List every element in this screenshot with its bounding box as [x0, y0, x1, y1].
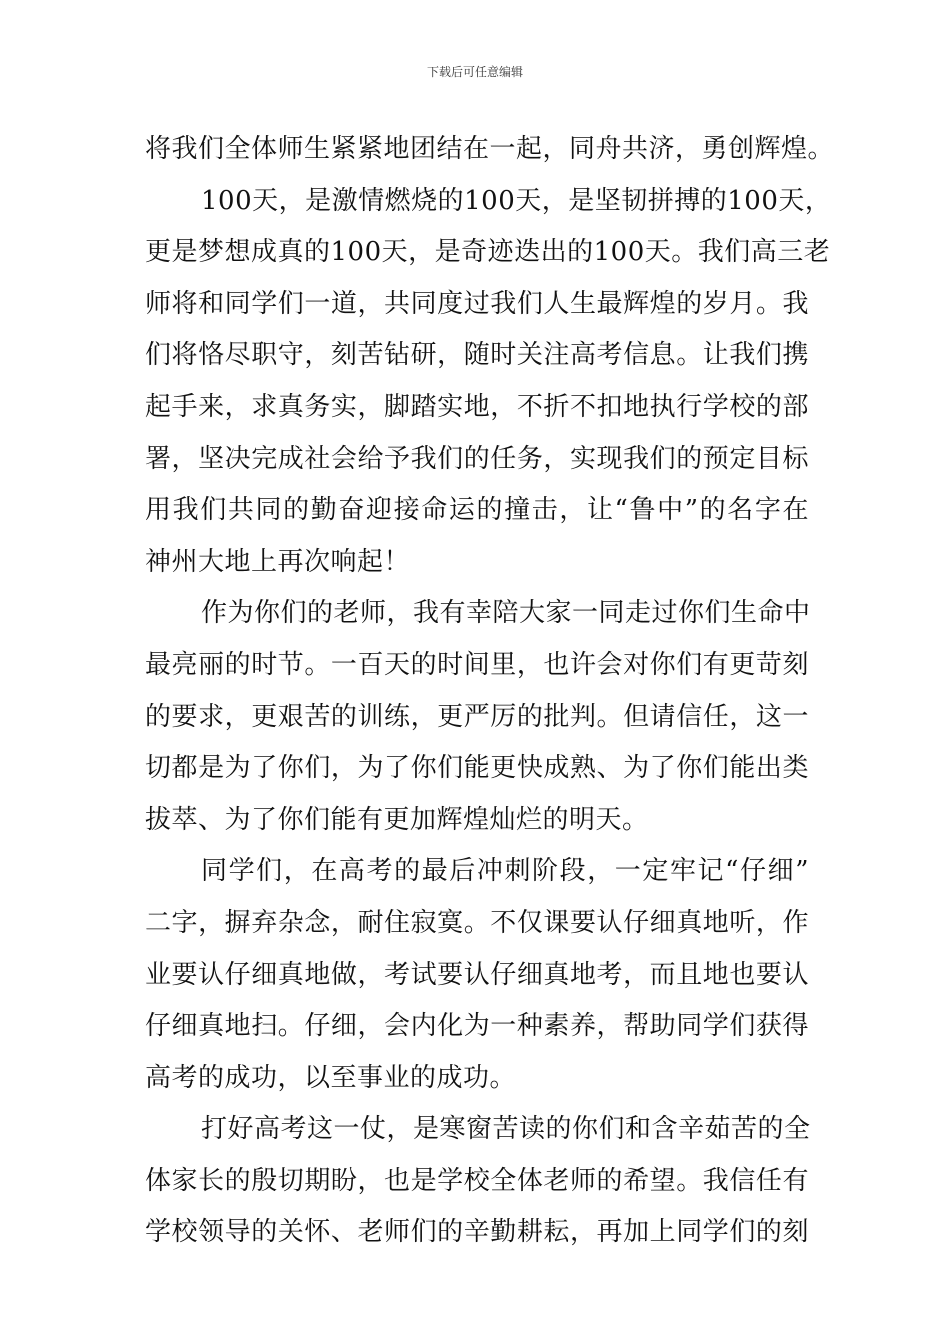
text-line: 体家长的殷切期盼，也是学校全体老师的希望。我信任有: [145, 1165, 809, 1196]
text-line: 起手来，求真务实，脚踏实地，不折不扣地执行学校的部: [145, 391, 809, 422]
text-line: 更是梦想成真的100天，是奇迹迭出的100天。我们高三老: [145, 237, 831, 268]
text-line: 用我们共同的勤奋迎接命运的撞击，让“鲁中”的名字在: [145, 495, 809, 526]
paragraph-start-line: 同学们，在高考的最后冲刺阶段，一定牢记“仔细”: [201, 856, 809, 887]
text-line: 高考的成功，以至事业的成功。: [145, 1062, 517, 1093]
text-line: 学校领导的关怀、老师们的辛勤耕耘，再加上同学们的刻: [145, 1217, 809, 1248]
text-line: 仔细真地扫。仔细，会内化为一种素养，帮助同学们获得: [145, 1011, 809, 1042]
text-line: 最亮丽的时节。一百天的时间里，也许会对你们有更苛刻: [145, 649, 809, 680]
text-line: 署，坚决完成社会给予我们的任务，实现我们的预定目标: [145, 443, 809, 474]
text-line: 们将恪尽职守，刻苦钻研，随时关注高考信息。让我们携: [145, 340, 809, 371]
text-line: 拔萃、为了你们能有更加辉煌灿烂的明天。: [145, 804, 649, 835]
paragraph-start-line: 100天，是激情燃烧的100天，是坚韧拼搏的100天，: [201, 185, 832, 216]
page-header: 下载后可任意编辑: [426, 65, 523, 79]
paragraph-start-line: 作为你们的老师，我有幸陪大家一同走过你们生命中: [201, 598, 811, 629]
text-line: 业要认仔细真地做，考试要认仔细真地考，而且地也要认: [145, 959, 809, 990]
text-line: 二字，摒弃杂念，耐住寂寞。不仅课要认仔细真地听，作: [145, 907, 809, 938]
text-line: 切都是为了你们，为了你们能更快成熟、为了你们能出类: [145, 753, 809, 784]
text-line: 将我们全体师生紧紧地团结在一起，同舟共济，勇创辉煌。: [145, 134, 835, 164]
text-line: 的要求，更艰苦的训练，更严厉的批判。但请信任，这一: [145, 701, 809, 732]
paragraph-start-line: 打好高考这一仗，是寒窗苦读的你们和含辛茹苦的全: [201, 1114, 811, 1145]
document-body: [145, 124, 835, 1259]
text-line: 师将和同学们一道，共同度过我们人生最辉煌的岁月。我: [145, 288, 809, 319]
text-line: 神州大地上再次响起！: [145, 546, 411, 577]
